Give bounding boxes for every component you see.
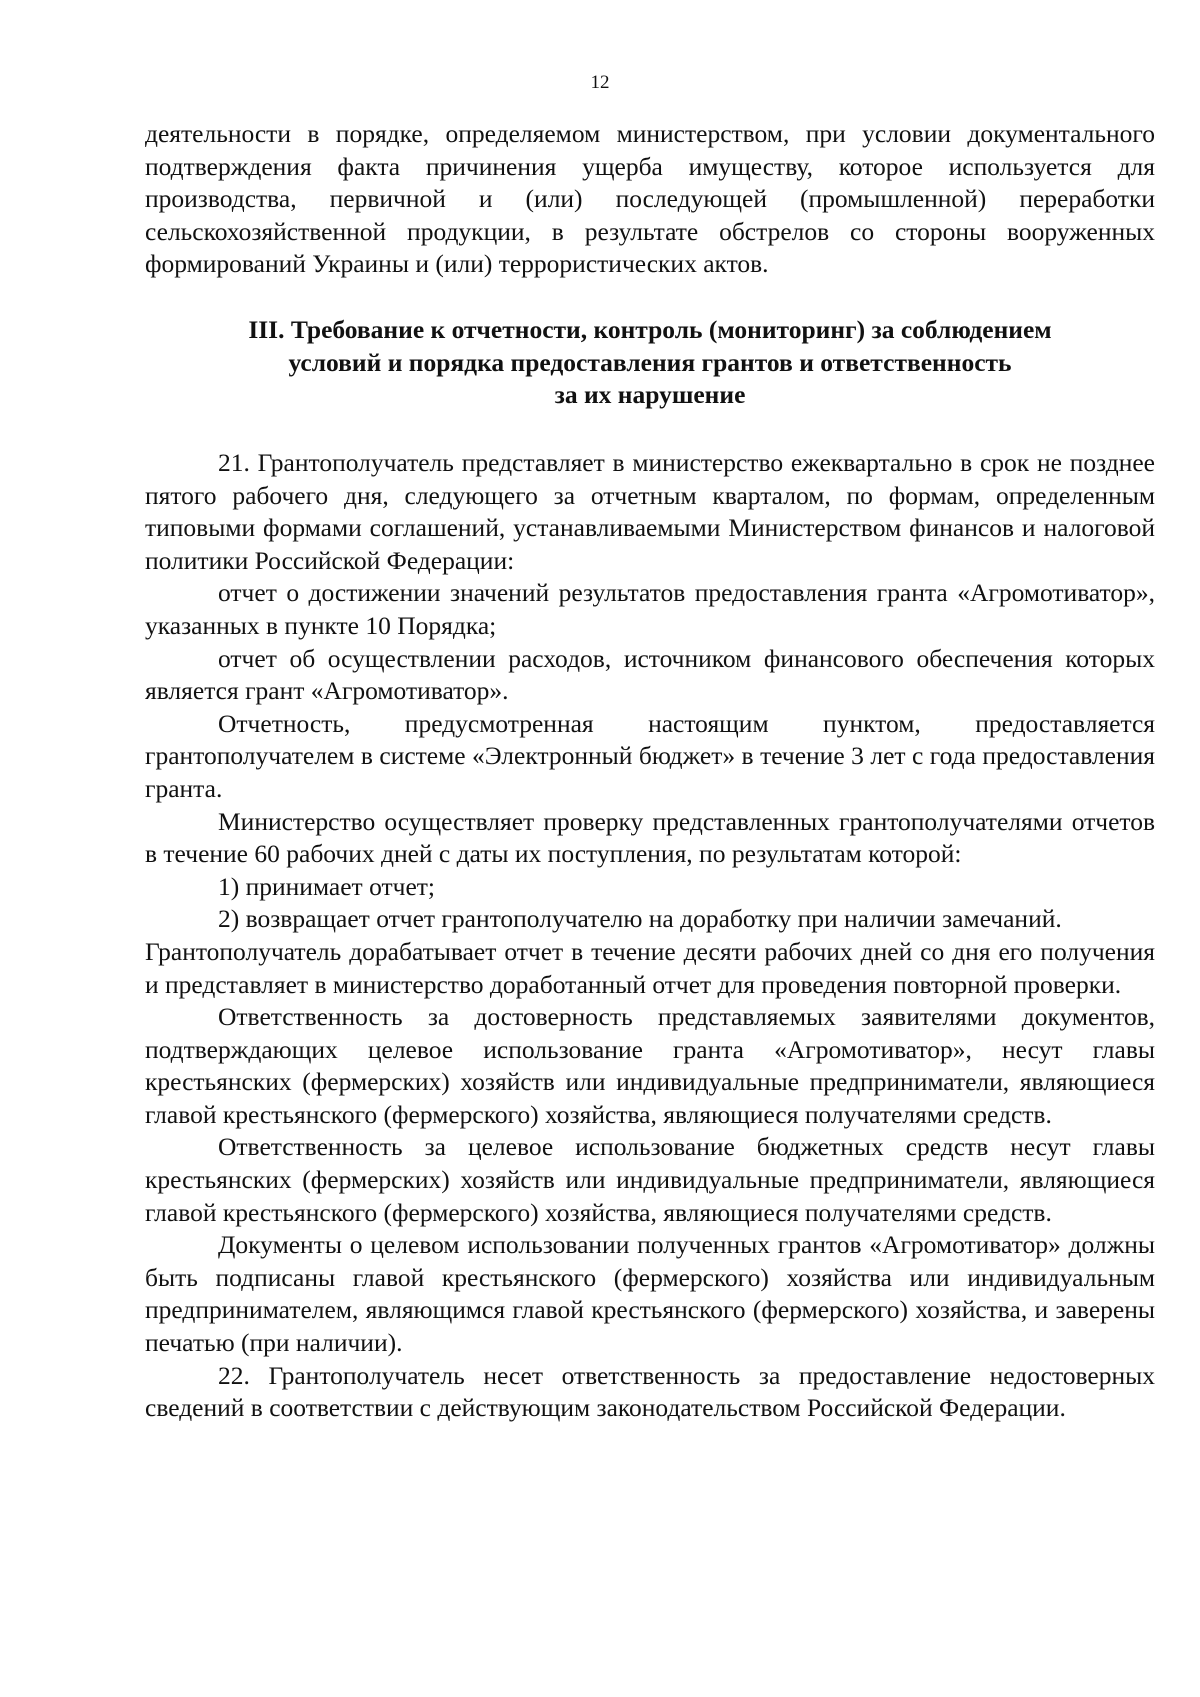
section-heading-line-3: за их нарушение (554, 380, 746, 410)
section-heading-line-1: III. Требование к отчетности, контроль (мониторинг) за соблюдением (248, 315, 1052, 344)
paragraph-item-22: 22. Грантополучатель несет ответственность за предоставление недостоверных сведений в соответствии с действующим законодательством Российской Федерации. (145, 1360, 1155, 1423)
paragraph-responsibility-funds: Ответственность за целевое использование бюджетных средств несут главы крестьянских (фермерских) хозяйств или индивидуальные предприниматели, являющиеся главой крестьянского (фермерского) хозяйства, являющиеся получателями средств. (145, 1132, 1155, 1227)
paragraph-item-21: 21. Грантополучатель представляет в министерство ежеквартально в срок не позднее пятого рабочего дня, следующего за отчетным кварталом, по формам, определенным типовыми формами соглашений, устанавливаемыми Министерством финансов и налоговой политики Российской Федерации: (145, 448, 1155, 575)
section-heading-line-2: условий и порядка предоставления грантов и ответственность (288, 347, 1012, 377)
intro-paragraph: деятельности в порядке, определяемом министерством, при условии документального подтверждения факта причинения ущерба имуществу, которое используется для производства, первичной и (или) последующей (промышленной) переработки сельскохозяйственной продукции, в результате обстрелов со стороны вооруженных формирований Украины и (или) террористических актов. (145, 119, 1155, 279)
paragraph-accepts-report: 1) принимает отчет; (218, 871, 435, 901)
page-number: 12 (590, 72, 610, 93)
paragraph-returns-report: 2) возвращает отчет грантополучателю на доработку при наличии замечаний. (218, 904, 1062, 934)
paragraph-revision: Грантополучатель дорабатывает отчет в течение десяти рабочих дней со дня его получения и представляет в министерство доработанный отчет для проведения повторной проверки. (145, 936, 1155, 999)
paragraph-documents-signing: Документы о целевом использовании полученных грантов «Агромотиватор» должны быть подписаны главой крестьянского (фермерского) хозяйства или индивидуальным предпринимателем, являющимся главой крестьянского (фермерского) хозяйства, и заверены печатью (при наличии). (145, 1230, 1155, 1358)
section-heading (145, 314, 1155, 412)
intro-text-block (145, 118, 1155, 281)
paragraph-reporting-system: Отчетность, предусмотренная настоящим пунктом, предоставляется грантополучателем в системе «Электронный бюджет» в течение 3 лет с года предоставления гранта. (145, 708, 1155, 803)
paragraph-report-results: отчет о достижении значений результатов предоставления гранта «Агромотиватор», указанных в пункте 10 Порядка; (145, 578, 1155, 640)
paragraph-responsibility-documents: Ответственность за достоверность представляемых заявителями документов, подтверждающих целевое использование гранта «Агромотиватор», несут главы крестьянских (фермерских) хозяйств или индивидуальные предприниматели, являющиеся главой крестьянского (фермерского) хозяйства, являющиеся получателями средств. (145, 1002, 1155, 1129)
paragraph-ministry-check: Министерство осуществляет проверку представленных грантополучателями отчетов в течение 60 рабочих дней с даты их поступления, по результатам которой: (145, 806, 1155, 869)
section-body (145, 447, 1155, 1425)
paragraph-report-expenses: отчет об осуществлении расходов, источником финансового обеспечения которых является грант «Агромотиватор». (145, 643, 1155, 706)
